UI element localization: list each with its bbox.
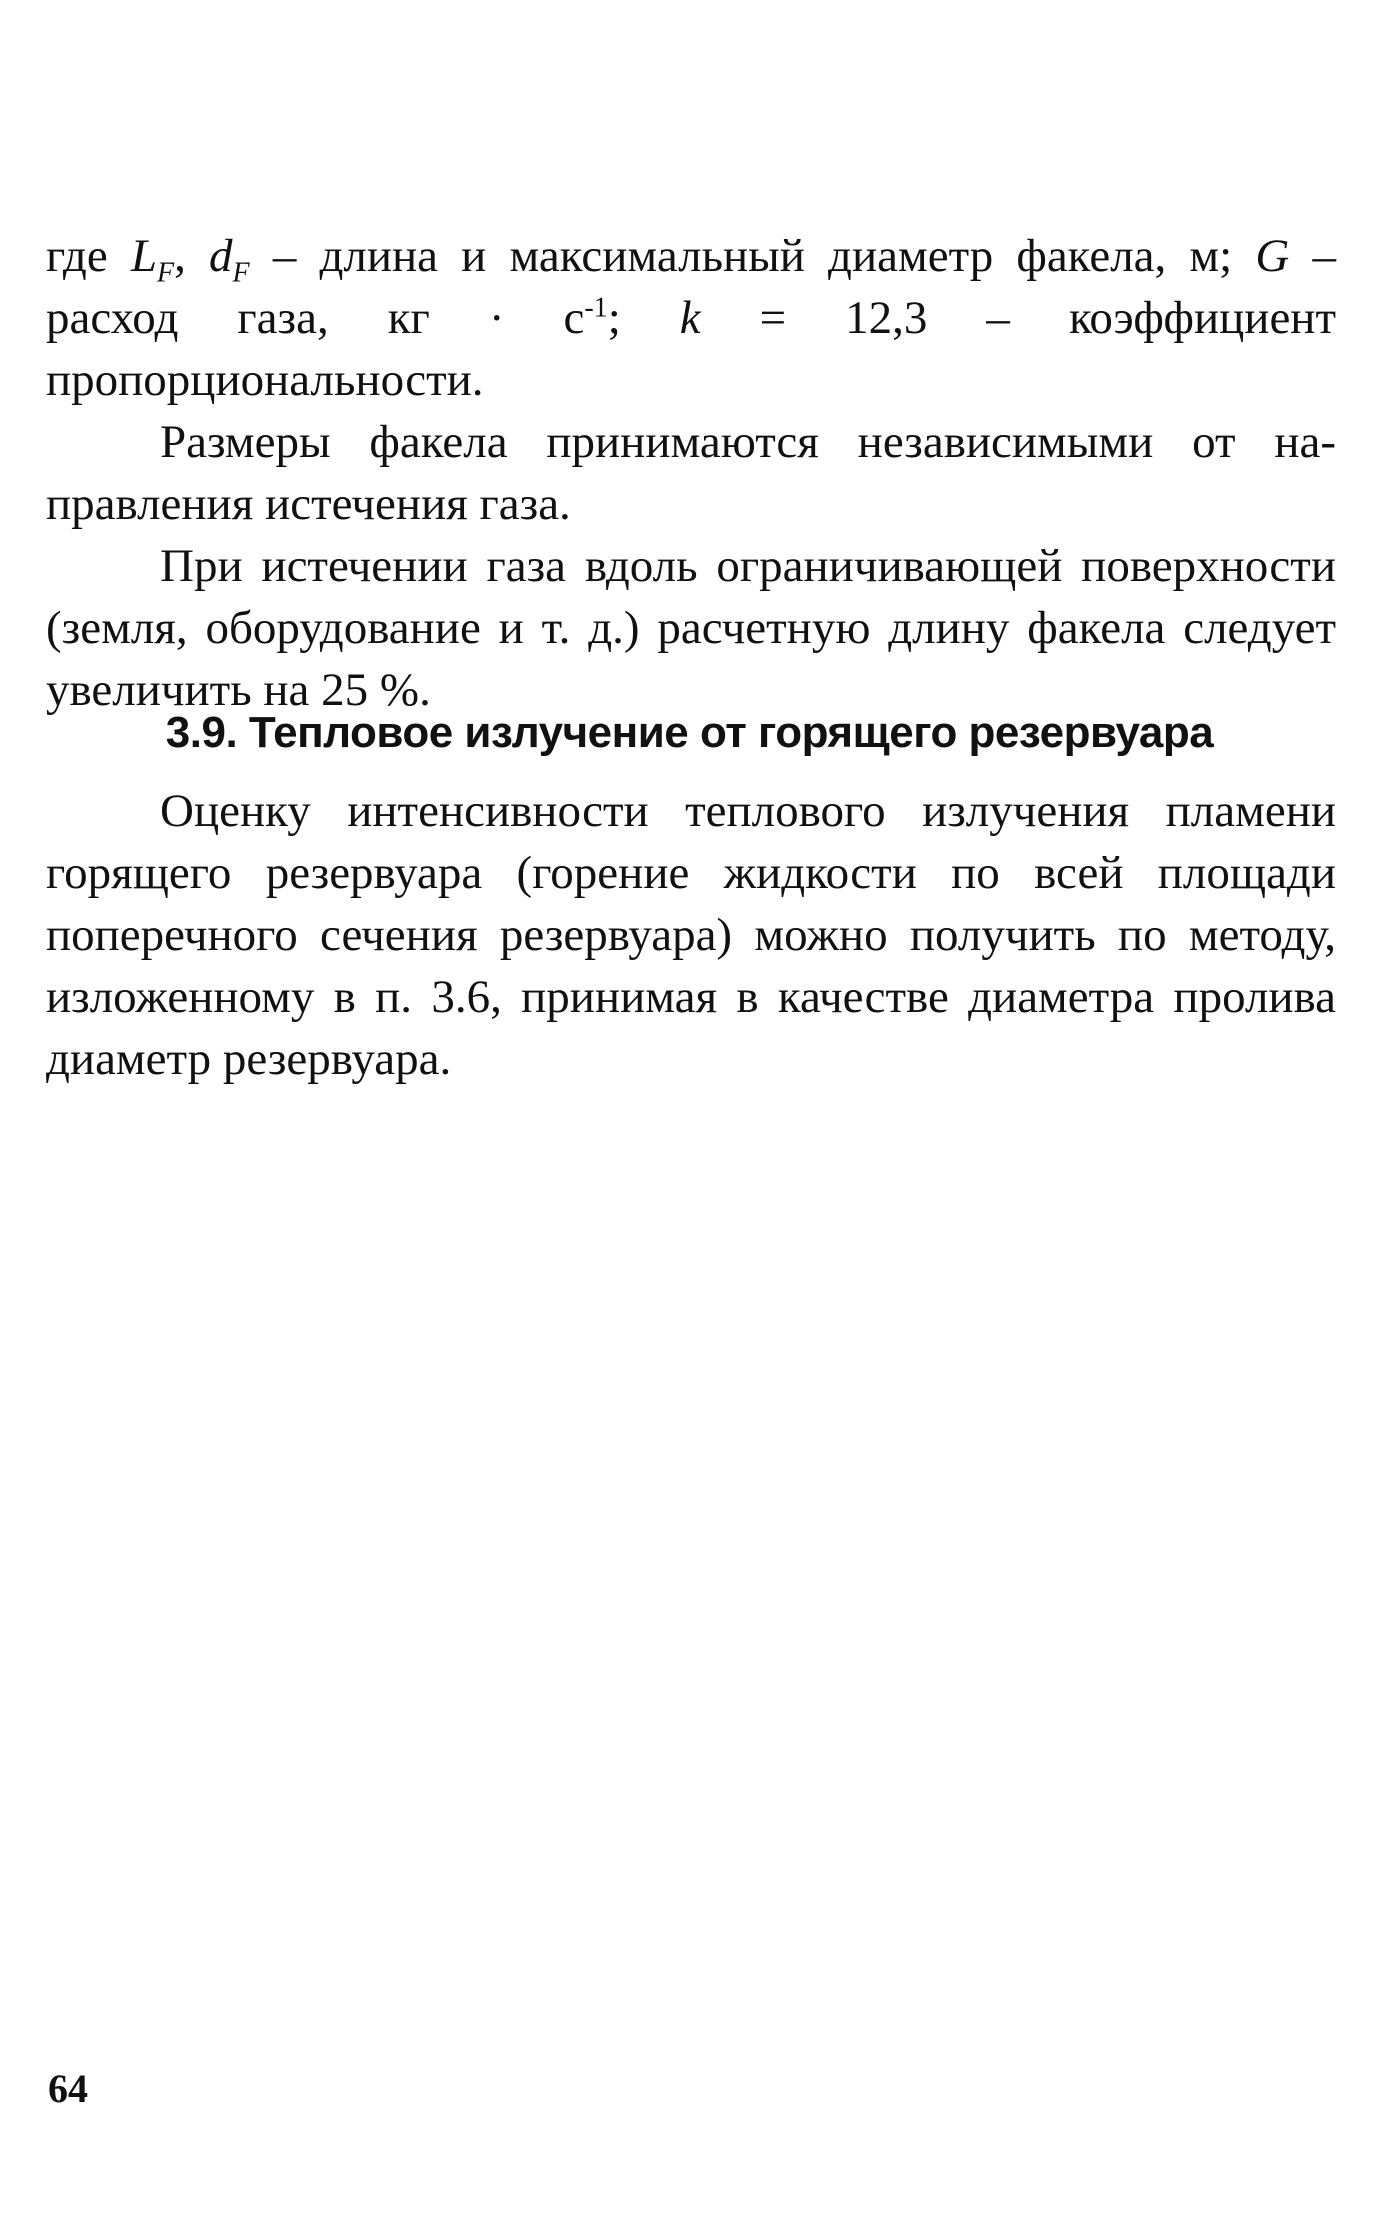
power-minus-one: -1 <box>584 292 608 324</box>
definition-text-1: – длина и максимальный диаметр факела, м; <box>249 230 1256 282</box>
subscript-F-2: F <box>232 257 250 289</box>
definition-text-2: – расход газа, кг · с <box>46 230 1337 344</box>
symbol-G: G <box>1255 230 1290 282</box>
symbol-L: L <box>130 230 158 282</box>
symbol-k: k <box>679 292 701 344</box>
definition-paragraph <box>46 225 1336 411</box>
text-block-section <box>46 780 1336 1090</box>
definition-text-3: ; <box>607 292 680 344</box>
subscript-F-1: F <box>157 257 175 289</box>
prefix-text: где <box>46 230 131 282</box>
page-number: 64 <box>48 2066 88 2111</box>
text-block-upper <box>46 225 1336 721</box>
paragraph-flame-size: Размеры факела принимаются независимыми от на-правления истечения газа. <box>46 416 1336 530</box>
symbol-d: d <box>209 230 233 282</box>
definition-text-4: = 12,3 – коэффициент пропорциональности. <box>46 292 1336 406</box>
separator-text: , <box>174 230 210 282</box>
paragraph-surface-outflow: При истечении газа вдоль ограничивающей поверхности (земля, оборудование и т. д.) расчетную длину факела следует увеличить на 25 %. <box>46 540 1336 716</box>
section-heading: 3.9. Тепловое излучение от горящего резервуара <box>165 708 1214 757</box>
paragraph-tank-radiation: Оценку интенсивности теплового излучения пламени горящего резервуара (горение жидкости по всей площади поперечного сечения резервуара) можно получить по методу, изложенному в п. 3.6, принимая в качестве диаметра пролива диаметр резервуара. <box>46 785 1336 1085</box>
